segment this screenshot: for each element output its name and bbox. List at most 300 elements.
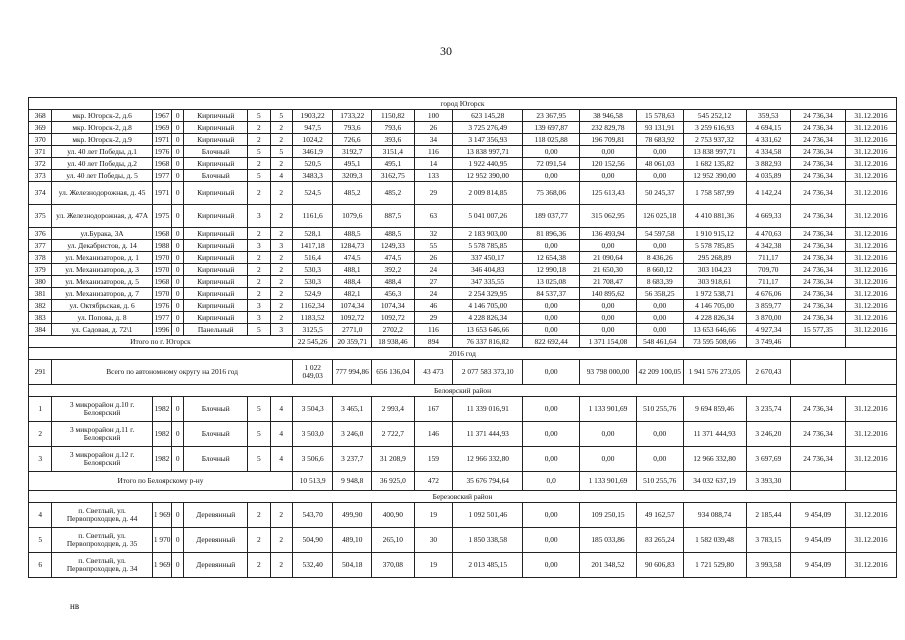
table-cell: 21 650,30 bbox=[580, 264, 637, 276]
total-cell: 1 371 154,08 bbox=[580, 336, 637, 348]
table-cell: 12 966 332,80 bbox=[453, 447, 523, 472]
table-cell: 3 bbox=[248, 240, 270, 252]
table-cell: 4 694,15 bbox=[746, 122, 791, 134]
table-cell: 2 bbox=[29, 422, 52, 447]
table-cell: 26 bbox=[414, 252, 453, 264]
table-row bbox=[29, 170, 897, 182]
table-cell: 4 669,33 bbox=[746, 205, 791, 228]
table-cell: 368 bbox=[29, 110, 52, 122]
table-cell: 711,17 bbox=[746, 276, 791, 288]
table-cell: 2 bbox=[270, 228, 292, 240]
address-cell: ул. Механизаторов, д. 7 bbox=[52, 288, 152, 300]
table-cell: 0,00 bbox=[636, 146, 683, 158]
section-title: Белоярский район bbox=[29, 385, 897, 397]
table-cell: 1 969 bbox=[152, 503, 171, 528]
table-cell: 0 bbox=[172, 146, 184, 158]
table-cell: 34 bbox=[414, 134, 453, 146]
table-cell: 520,5 bbox=[292, 158, 333, 170]
table-cell: 3 504,3 bbox=[292, 397, 333, 422]
table-cell: 0,00 bbox=[580, 146, 637, 158]
table-cell: 109 250,15 bbox=[580, 503, 637, 528]
table-cell: 1967 bbox=[152, 110, 171, 122]
table-row bbox=[29, 288, 897, 300]
address-cell: 3 микрорайон д.11 г. Белоярский bbox=[52, 422, 152, 447]
table-cell: 4 bbox=[270, 397, 292, 422]
address-cell: ул. Механизаторов, д. 3 bbox=[52, 264, 152, 276]
total-cell: 43 473 bbox=[414, 360, 453, 385]
table-cell: 0,00 bbox=[580, 240, 637, 252]
table-cell: 3 993,58 bbox=[746, 553, 791, 578]
table-row bbox=[29, 312, 897, 324]
total-cell bbox=[845, 360, 896, 385]
table-cell: 369 bbox=[29, 122, 52, 134]
table-cell: 24 736,34 bbox=[791, 110, 846, 122]
table-cell: 504,90 bbox=[292, 528, 333, 553]
table-cell: 2 bbox=[270, 158, 292, 170]
table-cell: 3 503,0 bbox=[292, 422, 333, 447]
table-cell: 524,9 bbox=[292, 288, 333, 300]
table-row bbox=[29, 397, 897, 422]
table-cell: 3 246,20 bbox=[746, 422, 791, 447]
table-cell: 474,5 bbox=[372, 252, 415, 264]
table-cell: 374 bbox=[29, 182, 52, 205]
table-cell: 381 bbox=[29, 288, 52, 300]
total-cell: 0,00 bbox=[523, 360, 580, 385]
table-cell: 15 578,63 bbox=[636, 110, 683, 122]
table-cell: 489,10 bbox=[333, 528, 372, 553]
table-cell: 0,00 bbox=[580, 170, 637, 182]
table-cell: 100 bbox=[414, 110, 453, 122]
table-cell: 1733,22 bbox=[333, 110, 372, 122]
table-cell: 2 993,4 bbox=[372, 397, 415, 422]
table-cell: 0,00 bbox=[523, 146, 580, 158]
table-cell: 4 410 881,36 bbox=[683, 205, 746, 228]
total-cell: 0,0 bbox=[523, 472, 580, 491]
total-row bbox=[29, 472, 897, 491]
table-cell: 3 237,7 bbox=[333, 447, 372, 472]
table-cell: Кирпичный bbox=[184, 228, 248, 240]
table-cell: 1982 bbox=[152, 422, 171, 447]
table-cell: Блочный bbox=[184, 447, 248, 472]
table-cell: 0 bbox=[172, 503, 184, 528]
table-cell: Деревянный bbox=[184, 503, 248, 528]
section-row bbox=[29, 98, 897, 110]
table-cell: 5 041 007,26 bbox=[453, 205, 523, 228]
table-cell: 78 683,92 bbox=[636, 134, 683, 146]
table-cell: 0 bbox=[172, 264, 184, 276]
table-cell: 1024,2 bbox=[292, 134, 333, 146]
table-row bbox=[29, 240, 897, 252]
table-cell: 3 882,93 bbox=[746, 158, 791, 170]
section-row bbox=[29, 348, 897, 360]
table-cell: 3 bbox=[270, 324, 292, 336]
table-cell: 504,18 bbox=[333, 553, 372, 578]
table-cell: Кирпичный bbox=[184, 300, 248, 312]
table-cell: 0,00 bbox=[636, 300, 683, 312]
table-cell: 543,70 bbox=[292, 503, 333, 528]
table-cell: 1 758 587,99 bbox=[683, 182, 746, 205]
table-cell: 24 736,34 bbox=[791, 170, 846, 182]
table-cell: 485,2 bbox=[333, 182, 372, 205]
table-cell: 887,5 bbox=[372, 205, 415, 228]
address-cell: мкр. Югорск-2, д.8 bbox=[52, 122, 152, 134]
table-row bbox=[29, 146, 897, 158]
table-cell: 303 104,23 bbox=[683, 264, 746, 276]
table-cell: 392,2 bbox=[372, 264, 415, 276]
table-cell: 12 966 332,80 bbox=[683, 447, 746, 472]
table-cell: 90 606,83 bbox=[636, 553, 683, 578]
table-cell: 384 bbox=[29, 324, 52, 336]
table-cell: 373 bbox=[29, 170, 52, 182]
table-cell: 370,08 bbox=[372, 553, 415, 578]
table-cell: 31.12.2016 bbox=[845, 264, 896, 276]
table-cell: Кирпичный bbox=[184, 240, 248, 252]
section-title: Березовский район bbox=[29, 491, 897, 503]
table-cell: 24 736,34 bbox=[791, 146, 846, 158]
table-cell: 5 578 785,85 bbox=[453, 240, 523, 252]
table-cell: 24 736,34 bbox=[791, 300, 846, 312]
table-cell: Кирпичный bbox=[184, 122, 248, 134]
table-cell: 2771,0 bbox=[333, 324, 372, 336]
table-cell: 5 bbox=[248, 397, 270, 422]
total-cell: 2 670,43 bbox=[746, 360, 791, 385]
table-cell: 359,53 bbox=[746, 110, 791, 122]
total-cell: 36 925,0 bbox=[372, 472, 415, 491]
table-cell: 4 bbox=[270, 170, 292, 182]
table-cell: 372 bbox=[29, 158, 52, 170]
table-cell: 315 062,95 bbox=[580, 205, 637, 228]
address-cell: ул. Садовая, д. 72\1 bbox=[52, 324, 152, 336]
table-cell: 2 009 814,85 bbox=[453, 182, 523, 205]
table-row bbox=[29, 110, 897, 122]
table-cell: 1 969 bbox=[152, 553, 171, 578]
table-cell: 31.12.2016 bbox=[845, 158, 896, 170]
table-cell: 31.12.2016 bbox=[845, 397, 896, 422]
table-cell: 14 bbox=[414, 158, 453, 170]
table-cell: 488,4 bbox=[333, 276, 372, 288]
table-cell: 5 bbox=[248, 110, 270, 122]
table-cell: 5 bbox=[270, 146, 292, 158]
table-cell: 482,1 bbox=[333, 288, 372, 300]
total-cell: 2 077 583 373,10 bbox=[453, 360, 523, 385]
table-cell: 4 bbox=[270, 447, 292, 472]
table-cell: 3 465,1 bbox=[333, 397, 372, 422]
total-cell bbox=[845, 336, 896, 348]
table-cell: 0,00 bbox=[523, 324, 580, 336]
table-cell: 1 582 039,48 bbox=[683, 528, 746, 553]
table-cell: 24 736,34 bbox=[791, 447, 846, 472]
table-cell: 24 bbox=[414, 288, 453, 300]
table-cell: 2 bbox=[248, 134, 270, 146]
table-cell: 19 bbox=[414, 553, 453, 578]
table-cell: 31.12.2016 bbox=[845, 134, 896, 146]
table-cell: 1976 bbox=[152, 146, 171, 158]
total-label: Итого по Белоярскому р-ну bbox=[29, 472, 293, 491]
total-cell: 894 bbox=[414, 336, 453, 348]
address-cell: ул. Декабристов, д. 14 bbox=[52, 240, 152, 252]
table-cell: 393,6 bbox=[372, 134, 415, 146]
total-cell: 22 545,26 bbox=[292, 336, 333, 348]
table-cell: 3192,7 bbox=[333, 146, 372, 158]
address-cell: ул. Железнодорожная, д. 47А bbox=[52, 205, 152, 228]
table-cell: 24 736,34 bbox=[791, 182, 846, 205]
table-cell: 1150,82 bbox=[372, 110, 415, 122]
table-row bbox=[29, 134, 897, 146]
table-cell: 0,00 bbox=[523, 312, 580, 324]
table-cell: 3 870,00 bbox=[746, 312, 791, 324]
table-cell: 382 bbox=[29, 300, 52, 312]
total-cell: 1 133 901,69 bbox=[580, 472, 637, 491]
table-cell: 24 736,34 bbox=[791, 252, 846, 264]
table-cell: 29 bbox=[414, 312, 453, 324]
table-cell: 5 bbox=[29, 528, 52, 553]
table-cell: 5 bbox=[270, 110, 292, 122]
address-cell: ул. Октябрьская, д. 6 bbox=[52, 300, 152, 312]
table-cell: 2 bbox=[270, 288, 292, 300]
table-cell: 31.12.2016 bbox=[845, 228, 896, 240]
table-cell: 528,1 bbox=[292, 228, 333, 240]
table-cell: Кирпичный bbox=[184, 276, 248, 288]
table-cell: 2 bbox=[270, 276, 292, 288]
table-cell: 524,5 bbox=[292, 182, 333, 205]
total-cell: 42 209 100,05 bbox=[636, 360, 683, 385]
table-cell: 1092,72 bbox=[333, 312, 372, 324]
table-cell: 5 bbox=[248, 324, 270, 336]
table-cell: 8 660,12 bbox=[636, 264, 683, 276]
table-cell: 530,3 bbox=[292, 264, 333, 276]
table-cell: 24 736,34 bbox=[791, 228, 846, 240]
table-cell: 19 bbox=[414, 503, 453, 528]
table-cell: 9 694 859,46 bbox=[683, 397, 746, 422]
total-cell: 34 032 637,19 bbox=[683, 472, 746, 491]
table-cell: 75 368,06 bbox=[523, 182, 580, 205]
table-cell: 3 235,74 bbox=[746, 397, 791, 422]
table-cell: 185 033,86 bbox=[580, 528, 637, 553]
table-cell: 2 bbox=[248, 122, 270, 134]
footer-mark: нв bbox=[70, 601, 80, 611]
table-cell: 0 bbox=[172, 110, 184, 122]
table-cell: 2 bbox=[248, 553, 270, 578]
table-cell: Кирпичный bbox=[184, 158, 248, 170]
table-cell: Блочный bbox=[184, 397, 248, 422]
table-cell: 3 783,15 bbox=[746, 528, 791, 553]
section-row bbox=[29, 385, 897, 397]
table-cell: 495,1 bbox=[372, 158, 415, 170]
table-cell: 24 736,34 bbox=[791, 276, 846, 288]
table-row bbox=[29, 528, 897, 553]
table-cell: 12 952 390,00 bbox=[453, 170, 523, 182]
table-cell: 295 268,89 bbox=[683, 252, 746, 264]
table-cell: 31.12.2016 bbox=[845, 205, 896, 228]
table-cell: 0,00 bbox=[580, 300, 637, 312]
table-cell: 371 bbox=[29, 146, 52, 158]
table-cell: 516,4 bbox=[292, 252, 333, 264]
table-cell: 196 709,81 bbox=[580, 134, 637, 146]
table-cell: 0,00 bbox=[523, 240, 580, 252]
table-cell: 1969 bbox=[152, 122, 171, 134]
table-cell: 1971 bbox=[152, 134, 171, 146]
table-cell: 499,90 bbox=[333, 503, 372, 528]
table-cell: 31.12.2016 bbox=[845, 422, 896, 447]
table-cell: 3 725 276,49 bbox=[453, 122, 523, 134]
table-cell: 1982 bbox=[152, 447, 171, 472]
table-cell: 32 bbox=[414, 228, 453, 240]
table-cell: 0 bbox=[172, 205, 184, 228]
table-cell: 12 952 390,00 bbox=[683, 170, 746, 182]
table-cell: 0,00 bbox=[523, 553, 580, 578]
row-number: 291 bbox=[29, 360, 52, 385]
total-cell: 18 938,46 bbox=[372, 336, 415, 348]
table-cell: 265,10 bbox=[372, 528, 415, 553]
table-cell: 2 254 329,95 bbox=[453, 288, 523, 300]
table-cell: 31.12.2016 bbox=[845, 252, 896, 264]
table-cell: 31.12.2016 bbox=[845, 503, 896, 528]
section-title: город Югорск bbox=[29, 98, 897, 110]
total-cell: 822 692,44 bbox=[523, 336, 580, 348]
table-cell: 50 245,37 bbox=[636, 182, 683, 205]
table-cell: 0 bbox=[172, 252, 184, 264]
table-row bbox=[29, 276, 897, 288]
table-cell: 232 829,78 bbox=[580, 122, 637, 134]
table-cell: 2 722,7 bbox=[372, 422, 415, 447]
table-cell: 2 bbox=[270, 122, 292, 134]
table-cell: 3461,9 bbox=[292, 146, 333, 158]
table-cell: 0 bbox=[172, 240, 184, 252]
table-row bbox=[29, 503, 897, 528]
table-cell: 1 910 915,12 bbox=[683, 228, 746, 240]
table-cell: 5 bbox=[248, 447, 270, 472]
table-row bbox=[29, 205, 897, 228]
table-cell: 1 721 529,80 bbox=[683, 553, 746, 578]
table-cell: 9 454,09 bbox=[791, 553, 846, 578]
table-cell: 24 736,34 bbox=[791, 240, 846, 252]
total-label: Всего по автономному округу на 2016 год bbox=[52, 360, 293, 385]
table-cell: 0 bbox=[172, 158, 184, 170]
table-cell: 709,70 bbox=[746, 264, 791, 276]
table-cell: 1996 bbox=[152, 324, 171, 336]
table-cell: 379 bbox=[29, 264, 52, 276]
table-cell: 346 404,83 bbox=[453, 264, 523, 276]
table-cell: 3 bbox=[248, 300, 270, 312]
table-cell: 376 bbox=[29, 228, 52, 240]
table-cell: 1079,6 bbox=[333, 205, 372, 228]
table-cell: 11 339 016,91 bbox=[453, 397, 523, 422]
table-cell: 1092,72 bbox=[372, 312, 415, 324]
table-cell: 726,6 bbox=[333, 134, 372, 146]
address-cell: ул. Железнодорожная, д. 45 bbox=[52, 182, 152, 205]
table-cell: 532,40 bbox=[292, 553, 333, 578]
table-cell: 31.12.2016 bbox=[845, 300, 896, 312]
table-cell: 4 228 826,34 bbox=[683, 312, 746, 324]
table-cell: 24 bbox=[414, 264, 453, 276]
table-cell: 0,00 bbox=[580, 324, 637, 336]
table-cell: Кирпичный bbox=[184, 134, 248, 146]
table-cell: 380 bbox=[29, 276, 52, 288]
table-cell: 118 025,88 bbox=[523, 134, 580, 146]
table-cell: 126 025,18 bbox=[636, 205, 683, 228]
table-cell: 2 183 903,00 bbox=[453, 228, 523, 240]
table-cell: 947,5 bbox=[292, 122, 333, 134]
table-cell: 2 bbox=[248, 158, 270, 170]
address-cell: п. Светлый, ул. Первопроходцев, д. 44 bbox=[52, 503, 152, 528]
table-row bbox=[29, 252, 897, 264]
table-cell: 11 371 444,93 bbox=[683, 422, 746, 447]
table-cell: 31.12.2016 bbox=[845, 324, 896, 336]
table-cell: 54 597,58 bbox=[636, 228, 683, 240]
table-cell: 1982 bbox=[152, 397, 171, 422]
table-cell: 934 088,74 bbox=[683, 503, 746, 528]
table-cell: 711,17 bbox=[746, 252, 791, 264]
table-cell: 1162,34 bbox=[292, 300, 333, 312]
table-cell: 1 922 440,95 bbox=[453, 158, 523, 170]
table-cell: 49 162,57 bbox=[636, 503, 683, 528]
table-cell: 0,00 bbox=[523, 503, 580, 528]
table-cell: 29 bbox=[414, 182, 453, 205]
table-cell: 1903,22 bbox=[292, 110, 333, 122]
table-cell: 0,00 bbox=[523, 300, 580, 312]
table-cell: 0,00 bbox=[580, 422, 637, 447]
table-cell: 13 838 997,71 bbox=[683, 146, 746, 158]
table-cell: 4 035,89 bbox=[746, 170, 791, 182]
table-cell: 0,00 bbox=[523, 397, 580, 422]
table-cell: 5 bbox=[248, 170, 270, 182]
table-cell: 2 bbox=[270, 134, 292, 146]
table-cell: 56 358,25 bbox=[636, 288, 683, 300]
table-cell: Деревянный bbox=[184, 553, 248, 578]
table-cell: Блочный bbox=[184, 146, 248, 158]
table-cell: 13 653 646,66 bbox=[683, 324, 746, 336]
table-cell: 1183,52 bbox=[292, 312, 333, 324]
table-cell: 510 255,76 bbox=[636, 397, 683, 422]
table-cell: 133 bbox=[414, 170, 453, 182]
table-cell: 24 736,34 bbox=[791, 397, 846, 422]
table-row bbox=[29, 228, 897, 240]
total-cell: 777 994,86 bbox=[333, 360, 372, 385]
table-cell: 31.12.2016 bbox=[845, 170, 896, 182]
table-row bbox=[29, 553, 897, 578]
address-cell: ул. Механизаторов, д. 5 bbox=[52, 276, 152, 288]
table-cell: 1417,18 bbox=[292, 240, 333, 252]
address-cell: 3 микрорайон д.10 г. Белоярский bbox=[52, 397, 152, 422]
table-cell: 2 bbox=[270, 264, 292, 276]
table-cell: 2 bbox=[248, 228, 270, 240]
address-cell: п. Светлый, ул. Первопроходцев, д. 34 bbox=[52, 553, 152, 578]
table-cell: 1 972 538,71 bbox=[683, 288, 746, 300]
table-cell: 378 bbox=[29, 252, 52, 264]
table-cell: 2 bbox=[248, 288, 270, 300]
table-cell: 1074,34 bbox=[372, 300, 415, 312]
table-cell: 4 146 705,00 bbox=[453, 300, 523, 312]
table-cell: 1968 bbox=[152, 228, 171, 240]
table-cell: 46 bbox=[414, 300, 453, 312]
table-row bbox=[29, 182, 897, 205]
address-cell: п. Светлый, ул. Первопроходцев, д. 35 bbox=[52, 528, 152, 553]
address-cell: ул. 40 лет Победы, д.1 bbox=[52, 146, 152, 158]
table-cell: 0,00 bbox=[580, 447, 637, 472]
table-row bbox=[29, 122, 897, 134]
table-cell: 375 bbox=[29, 205, 52, 228]
table-cell: 24 736,34 bbox=[791, 158, 846, 170]
table-cell: 189 037,77 bbox=[523, 205, 580, 228]
table-cell: 116 bbox=[414, 324, 453, 336]
table-cell: 3 259 616,93 bbox=[683, 122, 746, 134]
table-cell: 2 bbox=[270, 312, 292, 324]
table-cell: 5 bbox=[248, 422, 270, 447]
table-cell: 0 bbox=[172, 134, 184, 146]
table-cell: 93 131,91 bbox=[636, 122, 683, 134]
page-number: 30 bbox=[440, 44, 452, 58]
address-cell: ул.Бурака, 3А bbox=[52, 228, 152, 240]
